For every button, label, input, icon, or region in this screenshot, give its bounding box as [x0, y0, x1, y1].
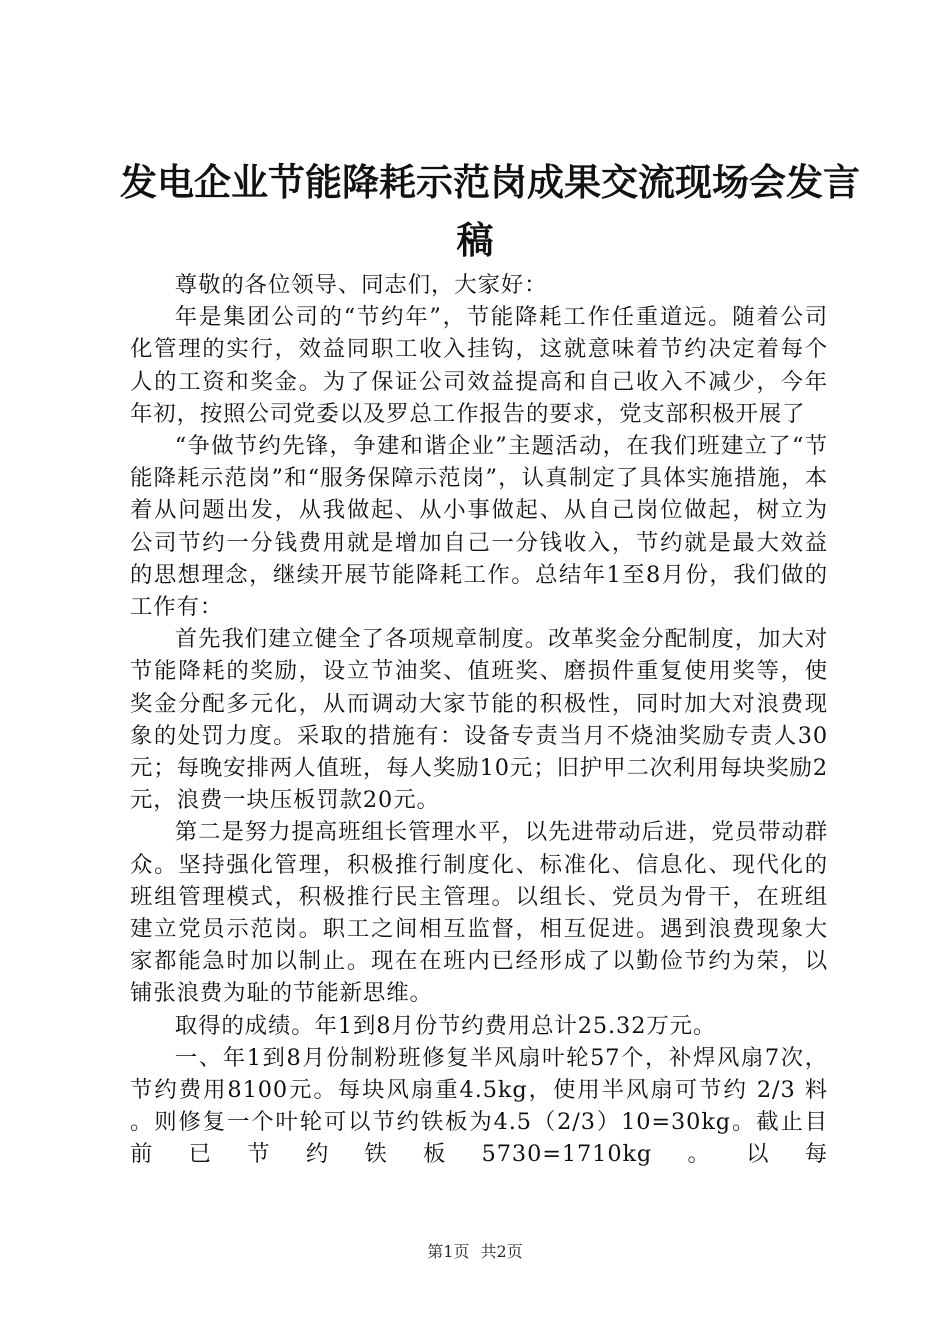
body-paragraph: 年是集团公司的“节约年”，节能降耗工作任重道远。随着公司化管理的实行，效益同职工收入挂钩，这就意味着节约决定着每个人的工资和奖金。为了保证公司效益提高和自己收入不减少，今年年初，按照公司党委以及罗总工作报告的要求，党支部积极开展了	[130, 304, 828, 427]
body-paragraph: 一、年1到8月份制粉班修复半风扇叶轮57个，补焊风扇7次，节约费用8100元。每块风扇重4.5kg，使用半风扇可节约 2/3 料 。则修复一个叶轮可以节约铁板为4.5（2/3）10=30kg。截止目前已节约铁板5730=1710kg。以每	[130, 1044, 828, 1168]
body-paragraph: 取得的成绩。年1到8月份节约费用总计25.32万元。	[174, 1012, 717, 1039]
document-body	[130, 269, 828, 1171]
body-paragraph: “争做节约先锋，争建和谐企业”主题活动，在我们班建立了“节能降耗示范岗”和“服务保障示范岗”，认真制定了具体实施措施，本着从问题出发，从我做起、从小事做起、从自己岗位做起，树立为公司节约一分钱费用就是增加自己一分钱收入，节约就是最大效益的思想理念，继续开展节能降耗工作。总结年1至8月份，我们做的工作有：	[130, 433, 828, 621]
page-total: 共2页	[480, 1242, 523, 1261]
body-paragraph: 首先我们建立健全了各项规章制度。改革奖金分配制度，加大对节能降耗的奖励，设立节油奖、值班奖、磨损件重复使用奖等，使奖金分配多元化，从而调动大家节能的积极性，同时加大对浪费现象的处罚力度。采取的措施有：设备专责当月不烧油奖励专责人30元；每晚安排两人值班，每人奖励10元；旧护甲二次利用每块奖励2元，浪费一块压板罚款20元。	[130, 626, 828, 814]
body-paragraph: 第二是努力提高班组长管理水平，以先进带动后进，党员带动群众。坚持强化管理，积极推行制度化、标准化、信息化、现代化的班组管理模式，积极推行民主管理。以组长、党员为骨干，在班组建立党员示范岗。职工之间相互监督，相互促进。遇到浪费现象大家都能急时加以制止。现在在班内已经形成了以勤俭节约为荣，以铺张浪费为耻的节能新思维。	[130, 819, 828, 1007]
page-number: 第1页	[427, 1242, 470, 1261]
page-footer	[0, 1242, 950, 1262]
document-title-line1: 发电企业节能降耗示范岗成果交流现场会发言	[120, 160, 860, 204]
document-title-line2: 稿	[456, 218, 494, 262]
salutation-paragraph: 尊敬的各位领导、同志们，大家好：	[174, 272, 548, 298]
